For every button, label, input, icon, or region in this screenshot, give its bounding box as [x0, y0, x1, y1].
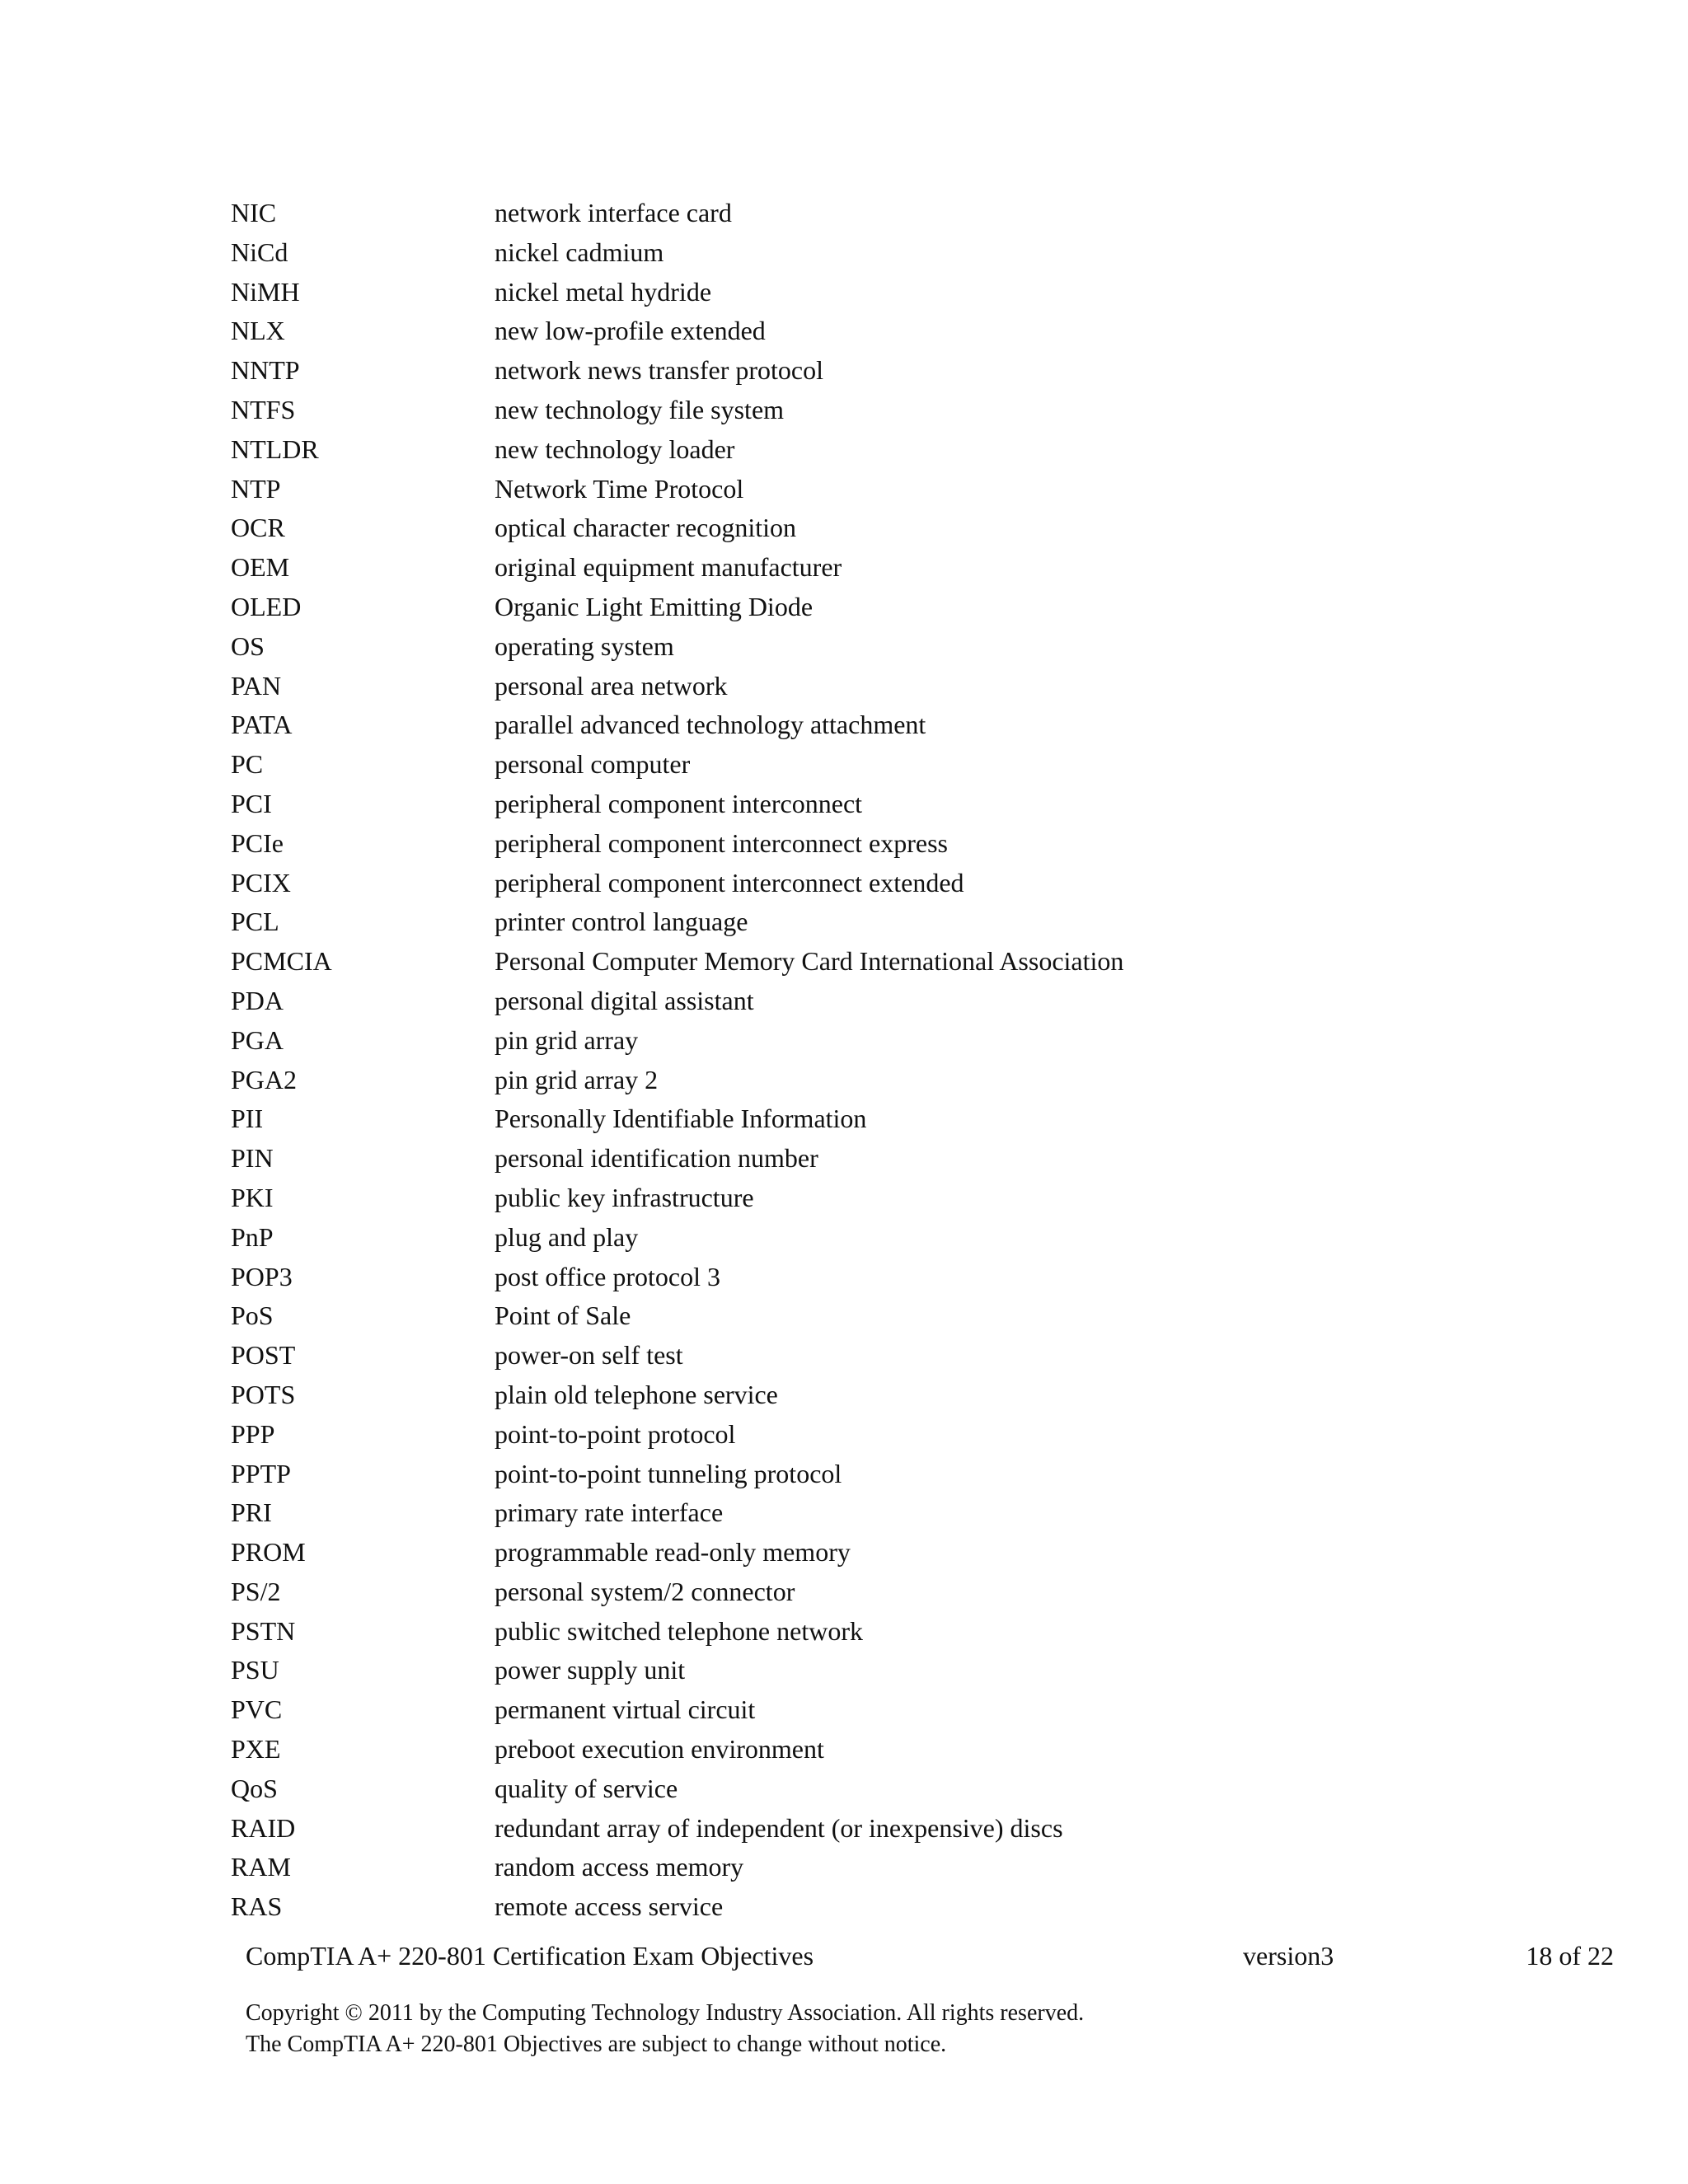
acronym-term: OLED [231, 591, 302, 621]
acronym-term: RAM [231, 1852, 291, 1882]
copyright-notice [246, 1998, 1084, 2060]
acronym-term: NLX [231, 316, 285, 346]
acronym-term: OS [231, 630, 265, 661]
acronym-term: PRI [231, 1497, 272, 1528]
acronym-term: PPTP [231, 1458, 291, 1488]
acronym-term: PoS [231, 1301, 274, 1331]
acronym-row [231, 548, 1302, 588]
acronym-definition: peripheral component interconnect [495, 788, 863, 818]
acronym-definition: new technology file system [495, 394, 785, 424]
acronym-row [231, 1572, 1302, 1612]
acronym-definition: random access memory [495, 1852, 744, 1882]
acronym-row [231, 942, 1302, 982]
acronym-term: PCL [231, 907, 279, 937]
acronym-row [231, 745, 1302, 785]
acronym-definition: Personally Identifiable Information [495, 1104, 867, 1134]
acronym-term: PIN [231, 1143, 274, 1174]
acronym-row [231, 1139, 1302, 1179]
acronym-term: PVC [231, 1694, 283, 1725]
acronym-term: NiMH [231, 276, 300, 307]
acronym-definition: post office protocol 3 [495, 1261, 721, 1291]
acronym-row [231, 1612, 1302, 1652]
acronym-definition: nickel cadmium [495, 237, 664, 267]
acronym-definition: new technology loader [495, 434, 735, 464]
acronym-term: OCR [231, 513, 285, 543]
acronym-definition: original equipment manufacturer [495, 552, 842, 583]
acronym-row [231, 982, 1302, 1021]
acronym-row [231, 1218, 1302, 1258]
acronym-term: PATA [231, 710, 293, 740]
acronym-definition: plug and play [495, 1221, 639, 1252]
acronym-definition: public key infrastructure [495, 1182, 754, 1212]
acronym-row [231, 864, 1302, 903]
acronym-row [231, 351, 1302, 391]
acronym-row [231, 1848, 1302, 1887]
acronym-term: NIC [231, 198, 277, 227]
acronym-definition: Personal Computer Memory Card International Association [495, 946, 1124, 977]
acronym-term: RAS [231, 1891, 283, 1922]
acronym-definition: personal computer [495, 749, 691, 780]
acronym-row [231, 627, 1302, 667]
acronym-definition: power-on self test [495, 1340, 683, 1371]
page-footer [246, 1935, 1614, 1976]
acronym-row [231, 588, 1302, 627]
acronym-term: NiCd [231, 237, 288, 267]
acronym-term: POP3 [231, 1261, 293, 1291]
acronym-term: PnP [231, 1221, 274, 1252]
acronym-definition: network interface card [495, 198, 732, 227]
acronym-term: PAN [231, 670, 282, 701]
acronym-definition: programmable read-only memory [495, 1537, 851, 1568]
footer-version: version3 [1243, 1941, 1334, 1971]
acronym-definition: quality of service [495, 1773, 678, 1803]
acronym-row [231, 1455, 1302, 1494]
acronym-row [231, 1809, 1302, 1849]
acronym-term: PSTN [231, 1615, 296, 1646]
acronym-row [231, 430, 1302, 470]
acronym-term: POST [231, 1340, 296, 1371]
acronym-row [231, 1690, 1302, 1730]
acronym-row [231, 470, 1302, 509]
acronym-definition: primary rate interface [495, 1497, 724, 1528]
acronym-row [231, 1021, 1302, 1061]
acronym-row [231, 273, 1302, 312]
acronym-row [231, 1493, 1302, 1533]
acronym-term: PROM [231, 1537, 306, 1568]
acronym-definition: power supply unit [495, 1655, 686, 1685]
acronym-definition: pin grid array 2 [495, 1064, 659, 1094]
acronym-row [231, 1769, 1302, 1809]
acronym-definition: new low-profile extended [495, 316, 766, 346]
acronym-definition: remote access service [495, 1891, 724, 1922]
acronym-definition: peripheral component interconnect express [495, 827, 948, 858]
acronym-term: PCI [231, 788, 272, 818]
acronym-definition: pin grid array [495, 1024, 639, 1055]
acronym-term: QoS [231, 1773, 278, 1803]
footer-title: CompTIA A+ 220-801 Certification Exam Objectives [246, 1941, 814, 1971]
acronym-row [231, 785, 1302, 824]
acronym-definition: public switched telephone network [495, 1615, 863, 1646]
acronym-row [231, 667, 1302, 706]
acronym-term: PCMCIA [231, 946, 332, 977]
acronym-row [231, 1651, 1302, 1690]
acronym-row [231, 509, 1302, 548]
acronym-row [231, 1415, 1302, 1455]
acronym-definition: Point of Sale [495, 1301, 631, 1331]
acronym-definition: permanent virtual circuit [495, 1694, 756, 1725]
acronym-term: OEM [231, 552, 290, 583]
acronym-definition: operating system [495, 630, 674, 661]
acronym-definition: network news transfer protocol [495, 355, 823, 386]
acronym-row [231, 1061, 1302, 1100]
acronym-term: PGA2 [231, 1064, 298, 1094]
acronym-row [231, 1533, 1302, 1572]
acronym-definition: personal area network [495, 670, 728, 701]
acronym-definition: nickel metal hydride [495, 276, 712, 307]
acronym-term: PC [231, 749, 264, 780]
acronym-term: PDA [231, 985, 284, 1015]
acronym-definition: peripheral component interconnect extended [495, 867, 964, 898]
acronym-row [231, 1179, 1302, 1218]
acronym-row [231, 194, 1302, 233]
acronym-table [231, 194, 1302, 1927]
acronym-definition: personal digital assistant [495, 985, 754, 1015]
acronym-term: POTS [231, 1379, 296, 1409]
acronym-row [231, 312, 1302, 351]
acronym-term: NNTP [231, 355, 300, 386]
acronym-definition: parallel advanced technology attachment [495, 710, 926, 740]
copyright-line: Copyright © 2011 by the Computing Technology Industry Association. All rights reserved. [246, 2000, 1085, 2026]
acronym-definition: optical character recognition [495, 513, 797, 543]
acronym-row [231, 902, 1302, 942]
acronym-term: PS/2 [231, 1576, 281, 1606]
acronym-row [231, 1730, 1302, 1769]
acronym-definition: personal system/2 connector [495, 1576, 795, 1606]
acronym-term: PSU [231, 1655, 279, 1685]
acronym-definition: plain old telephone service [495, 1379, 778, 1409]
acronym-term: NTP [231, 473, 281, 504]
acronym-definition: redundant array of independent (or inexpensive) discs [495, 1812, 1063, 1843]
acronym-row [231, 1296, 1302, 1336]
copyright-disclaimer: The CompTIA A+ 220-801 Objectives are subject to change without notice. [246, 2032, 947, 2057]
acronym-row [231, 1376, 1302, 1415]
acronym-row [231, 705, 1302, 745]
acronym-term: PPP [231, 1418, 275, 1449]
acronym-definition: printer control language [495, 907, 748, 937]
acronym-term: NTLDR [231, 434, 319, 464]
acronym-term: PKI [231, 1182, 274, 1212]
acronym-term: PCIX [231, 867, 291, 898]
footer-page-number: 18 of 22 [1526, 1941, 1614, 1971]
acronym-term: NTFS [231, 394, 296, 424]
acronym-row [231, 1336, 1302, 1376]
acronym-definition: Network Time Protocol [495, 473, 744, 504]
acronym-row [231, 1887, 1302, 1927]
acronym-row [231, 391, 1302, 430]
acronym-term: PXE [231, 1734, 281, 1765]
acronym-row [231, 824, 1302, 864]
acronym-term: PII [231, 1104, 264, 1134]
acronym-term: PCIe [231, 827, 284, 858]
acronym-term: PGA [231, 1024, 284, 1055]
acronym-definition: point-to-point protocol [495, 1418, 736, 1449]
acronym-definition: point-to-point tunneling protocol [495, 1458, 842, 1488]
acronym-definition: personal identification number [495, 1143, 818, 1174]
acronym-row [231, 233, 1302, 273]
acronym-row [231, 1099, 1302, 1139]
acronym-row [231, 1258, 1302, 1297]
acronym-definition: preboot execution environment [495, 1734, 824, 1765]
acronym-definition: Organic Light Emitting Diode [495, 591, 814, 621]
acronym-term: RAID [231, 1812, 296, 1843]
